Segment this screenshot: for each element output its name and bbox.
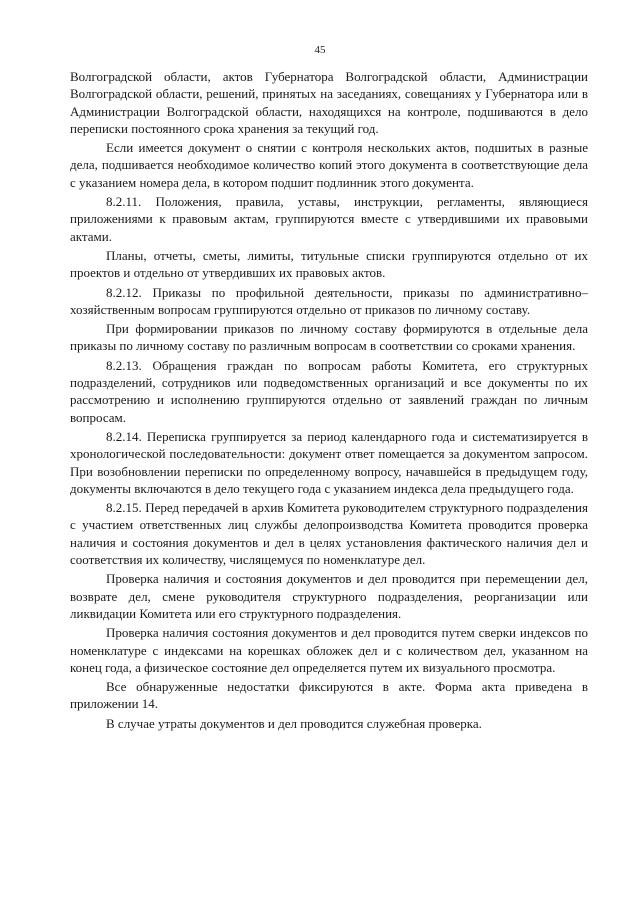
paragraph-section-8-2-11: 8.2.11. Положения, правила, уставы, инструкции, регламенты, являющиеся приложениями к правовым актам, группируются вместе с утвердившими их правовыми актами. — [70, 194, 588, 244]
paragraph: Все обнаруженные недостатки фиксируются в акте. Форма акта приведена в приложении 14. — [70, 679, 588, 712]
paragraph: В случае утраты документов и дел проводится служебная проверка. — [106, 715, 482, 731]
document-body — [70, 68, 588, 734]
page-number: 45 — [314, 44, 326, 56]
paragraph: Волгоградской области, актов Губернатора Волгоградской области, Администрации Волгоградской области, решений, принятых на заседаниях, совещаниях у Губернатора или в Администрации Волгоградской области, находящихся на контроле, подшиваются в дело переписки постоянного срока хранения за текущий год. — [70, 69, 588, 136]
paragraph-section-8-2-14: 8.2.14. Переписка группируется за период календарного года и систематизируется в хронологической последовательности: документ ответ помещается за документом запросом. При возобновлении переписки по определенному вопросу, начавшейся в предыдущем году, документы включаются в дело текущего года с указанием индекса дела предыдущего года. — [70, 428, 588, 496]
paragraph-section-8-2-15: 8.2.15. Перед передачей в архив Комитета руководителем структурного подразделения с участием ответственных лиц службы делопроизводства Комитета проводится проверка наличия и состояния документов и дел в целях установления фактического наличия дел и соответствия их количеству, числящемуся по номенклатуре дел. — [70, 500, 588, 568]
paragraph-section-8-2-12: 8.2.12. Приказы по профильной деятельности, приказы по административно–хозяйственным вопросам группируются отдельно от приказов по личному составу. — [70, 284, 588, 317]
paragraph: Если имеется документ о снятии с контроля нескольких актов, подшитых в разные дела, подшивается необходимое количество копий этого документа в соответствующие дела с указанием номера дела, в котором подшит подлинник этого документа. — [70, 140, 588, 190]
paragraph: Проверка наличия и состояния документов и дел проводится при перемещении дел, возврате дел, смене руководителя структурного подразделения, реорганизации или ликвидации Комитета или его структурного подразделения. — [70, 571, 588, 621]
paragraph: Планы, отчеты, сметы, лимиты, титульные списки группируются отдельно от их проектов и отдельно от утвердивших их правовых актов. — [70, 247, 588, 281]
paragraph: Проверка наличия состояния документов и дел проводится путем сверки индексов по номенклатуре с индексами на корешках обложек дел и с количеством дел, указанном на конец года, а физическое состояние дел определяется путем их визуального просмотра. — [70, 625, 588, 675]
paragraph: При формировании приказов по личному составу формируются в отдельные дела приказы по личному составу по различным вопросам в соответствии со сроками хранения. — [70, 321, 588, 354]
paragraph-section-8-2-13: 8.2.13. Обращения граждан по вопросам работы Комитета, его структурных подразделений, сотрудников или подведомственных организаций и все документы по их рассмотрению и исполнению группируются отдельно от заявлений граждан по личным вопросам. — [70, 357, 588, 425]
